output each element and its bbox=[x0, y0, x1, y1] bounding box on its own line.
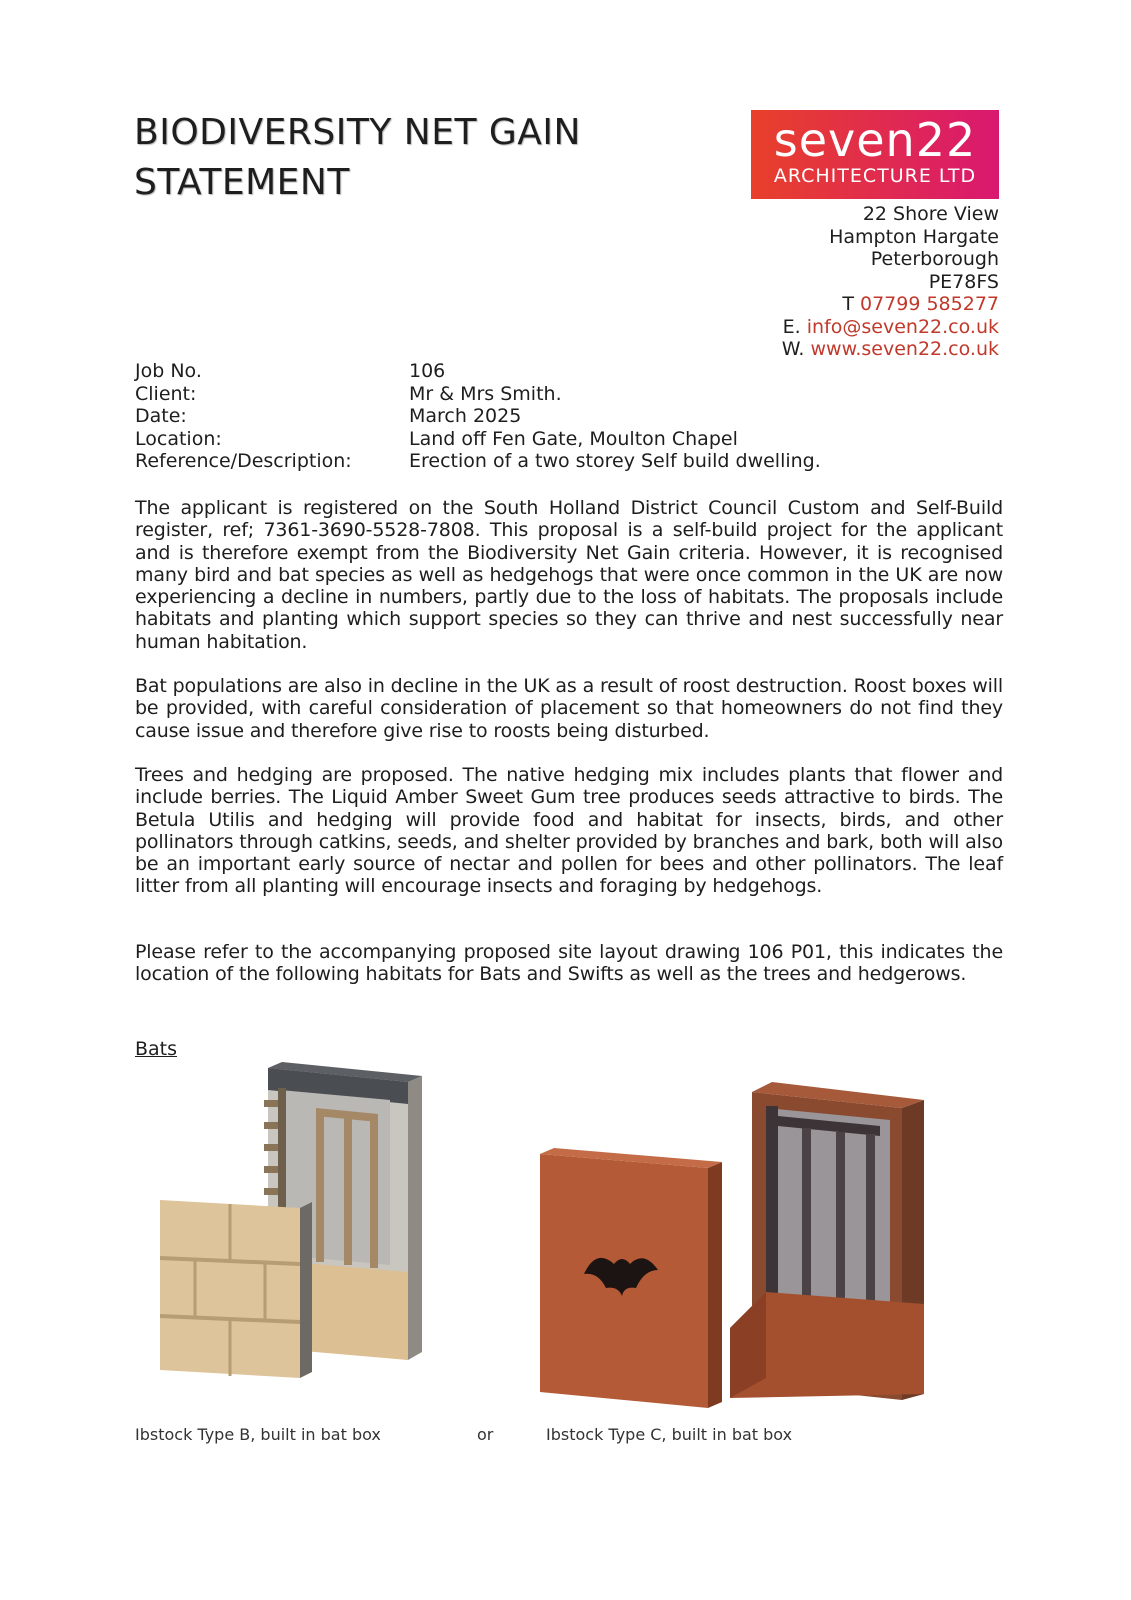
detail-label: Location: bbox=[135, 427, 222, 450]
web-link[interactable]: www.seven22.co.uk bbox=[810, 338, 999, 360]
detail-value: March 2025 bbox=[409, 405, 522, 427]
phone-link[interactable]: 07799 585277 bbox=[859, 293, 999, 315]
company-address bbox=[782, 203, 999, 361]
title-line-1: BIODIVERSITY NET GAIN bbox=[134, 112, 581, 153]
paragraph-trees-hedging: Trees and hedging are proposed. The native hedging mix includes plants that flower and include berries. The Liquid Amber Sweet Gum tree produces seeds attractive to birds. The Betula Utilis and hedging will provide food and habitat for insects, birds, and other pollinators through catkins, seeds, and shelter provided by branches and bark, both will also be an important early source of nectar and pollen for bees and other pollinators. The leaf litter from all planting will encourage insects and foraging by hedgehogs. bbox=[135, 764, 1003, 898]
caption-type-b: Ibstock Type B, built in bat box bbox=[135, 1425, 381, 1444]
email-prefix: E. bbox=[782, 315, 801, 338]
detail-row bbox=[135, 428, 821, 451]
detail-label: Date: bbox=[135, 405, 187, 427]
title-line-2: STATEMENT bbox=[134, 162, 350, 203]
detail-label: Client: bbox=[135, 382, 197, 405]
caption-or: or bbox=[477, 1425, 494, 1444]
address-postcode: PE78FS bbox=[928, 270, 999, 293]
email-line bbox=[782, 316, 999, 339]
web-prefix: W. bbox=[781, 338, 805, 360]
paragraph-self-build-exemption: The applicant is registered on the South Holland District Council Custom and Self-Build register, ref; 7361-3690-5528-7808. This proposal is a self-build project for the applicant and is therefore exempt from the Biodiversity Net Gain criteria. However, it is recognised many bird and bat species as well as hedgehogs that were once common in the UK are now experiencing a decline in numbers, partly due to the loss of habitats. The proposals include habitats and planting which support species so they can thrive and nest successfully near human habitation. bbox=[135, 497, 1003, 653]
paragraph-bat-populations: Bat populations are also in decline in the UK as a result of roost destruction. Roost boxes will be provided, with careful consideration of placement so that homeowners do not find they cause issue and therefore give rise to roosts being disturbed. bbox=[135, 675, 1003, 742]
page-title bbox=[134, 108, 694, 208]
email-link[interactable]: info@seven22.co.uk bbox=[806, 315, 999, 338]
job-details bbox=[135, 360, 821, 473]
web-line bbox=[782, 338, 999, 361]
detail-value: Erection of a two storey Self build dwelling. bbox=[409, 450, 821, 472]
bat-box-type-b-image bbox=[140, 1060, 468, 1420]
detail-value: Land off Fen Gate, Moulton Chapel bbox=[409, 427, 738, 450]
caption-type-c: Ibstock Type C, built in bat box bbox=[546, 1425, 793, 1444]
detail-row bbox=[135, 405, 821, 428]
detail-label: Job No. bbox=[135, 360, 202, 382]
company-logo bbox=[751, 110, 999, 199]
address-line-1: 22 Shore View bbox=[862, 203, 999, 225]
detail-value: Mr & Mrs Smith. bbox=[409, 382, 562, 405]
logo-name: seven22 bbox=[773, 113, 977, 167]
bat-box-type-c-image bbox=[540, 1078, 958, 1420]
detail-row bbox=[135, 383, 821, 406]
paragraph-site-layout-reference: Please refer to the accompanying proposed site layout drawing 106 P01, this indicates the location of the following habitats for Bats and Swifts as well as the trees and hedgerows. bbox=[135, 941, 1003, 986]
address-line-3: Peterborough bbox=[870, 248, 999, 270]
bats-heading: Bats bbox=[135, 1038, 178, 1060]
phone-prefix: T bbox=[842, 293, 854, 315]
phone-line bbox=[782, 293, 999, 316]
detail-label: Reference/Description: bbox=[135, 450, 352, 472]
detail-row bbox=[135, 360, 821, 383]
detail-row bbox=[135, 450, 821, 473]
address-line-2: Hampton Hargate bbox=[829, 225, 999, 248]
logo-subtitle: ARCHITECTURE LTD bbox=[773, 165, 977, 187]
detail-value: 106 bbox=[409, 360, 446, 382]
